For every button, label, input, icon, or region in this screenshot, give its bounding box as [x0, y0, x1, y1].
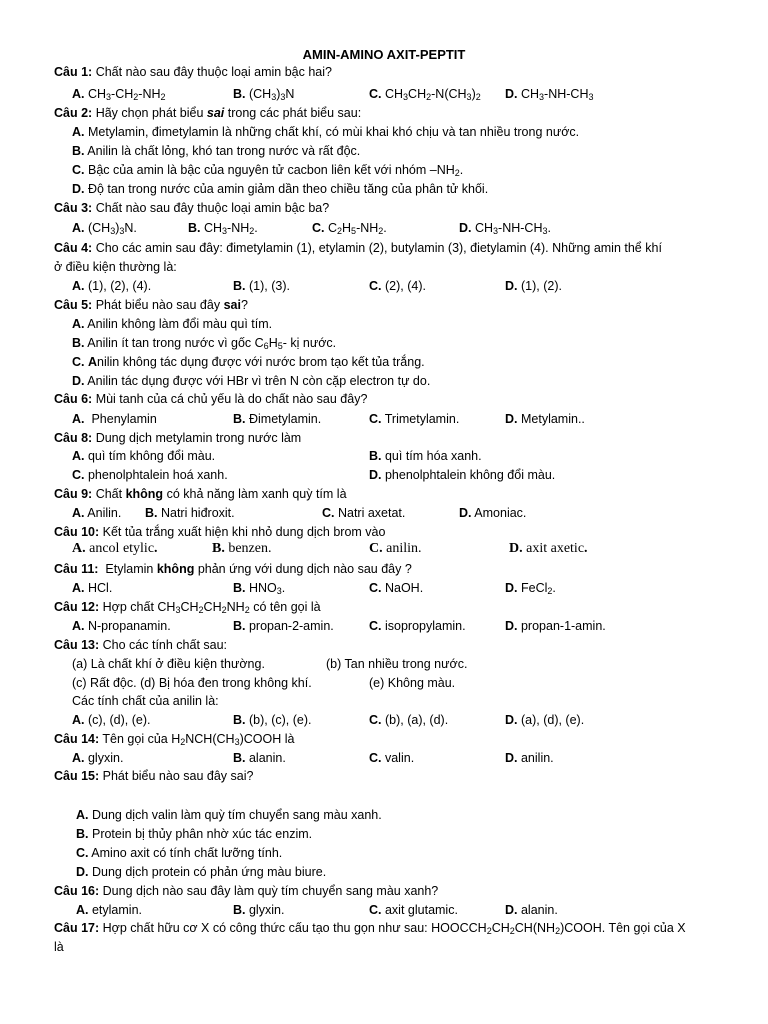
- question-11: Câu 11: Etylamin không phản ứng với dung dịch nào sau đây ?: [54, 562, 412, 576]
- question-4-cont: ở điều kiện thường là:: [54, 260, 177, 274]
- q5-option-b: B. Anilin ít tan trong nước vì gốc $C_6H_5-$ kị nước.: [72, 336, 337, 351]
- q6-option-d: D. Metylamin..: [505, 412, 585, 426]
- q4-option-d: D. (1), (2).: [505, 279, 562, 293]
- q3-option-b: B. $CH_3-NH_2$.: [188, 221, 258, 236]
- q14-option-b: B. alanin.: [233, 751, 286, 765]
- q16-option-c: C. axit glutamic.: [369, 903, 458, 917]
- q16-option-b: B. glyxin.: [233, 903, 285, 917]
- q15-option-b: B. Protein bị thủy phân nhờ xúc tác enzim.: [76, 827, 313, 841]
- document-title: AMIN-AMINO AXIT-PEPTIT: [302, 47, 466, 62]
- q15-option-c: C. Amino axit có tính chất lưỡng tính.: [76, 846, 283, 860]
- q9-option-a: A. Anilin.: [72, 506, 122, 520]
- q8-option-b: B. quì tím hóa xanh.: [369, 449, 482, 463]
- question-17-cont: là: [54, 940, 64, 954]
- q13-property-e: (e) Không màu.: [369, 676, 456, 690]
- q13-property-c-d: (c) Rất độc. (d) Bị hóa đen trong không khí.: [72, 676, 312, 690]
- q2-option-c: C. Bậc của amin là bậc của nguyên tử cacbon liên kết với nhóm $-NH_2$.: [72, 163, 464, 178]
- question-4: Câu 4: Cho các amin sau đây: đimetylamin (1), etylamin (2), butylamin (3), đietylamin (4). Những amin thể khí: [54, 241, 662, 255]
- q3-option-d: D. $CH_3-NH-CH_3$.: [459, 221, 551, 236]
- question-1: Câu 1: Chất nào sau đây thuộc loại amin bậc hai?: [54, 65, 332, 79]
- question-2: Câu 2: Hãy chọn phát biểu sai trong các phát biểu sau:: [54, 106, 362, 120]
- q14-option-d: D. anilin.: [505, 751, 554, 765]
- q1-option-a: A. $CH_3-CH_2-NH_2$: [72, 87, 166, 102]
- q13-option-c: C. (b), (a), (d).: [369, 713, 449, 727]
- q5-option-d: D. Anilin tác dụng được với HBr vì trên N còn cặp electron tự do.: [72, 374, 431, 388]
- question-5: Câu 5: Phát biểu nào sau đây sai?: [54, 298, 248, 312]
- q8-option-d: D. phenolphtalein không đổi màu.: [369, 468, 556, 482]
- q4-option-b: B. (1), (3).: [233, 279, 290, 293]
- q11-option-c: C. NaOH.: [369, 581, 424, 595]
- q11-option-d: D. FeCl$_2$.: [505, 581, 556, 596]
- q13-property-b: (b) Tan nhiều trong nước.: [326, 657, 468, 671]
- question-16: Câu 16: Dung dịch nào sau đây làm quỳ tím chuyển sang màu xanh?: [54, 884, 439, 898]
- question-8: Câu 8: Dung dịch metylamin trong nước làm: [54, 431, 302, 445]
- q1-option-d: D. $CH_3-NH-CH_3$: [505, 87, 594, 102]
- q13-property-a: (a) Là chất khí ở điều kiện thường.: [72, 657, 265, 671]
- q10-option-c: C. anilin.: [369, 541, 422, 556]
- question-17: Câu 17: Hợp chất hữu cơ X có công thức cấu tạo thu gọn như sau: $HOOCCH_2CH_2CH(NH_2)COOH$. Tên gọi của X: [54, 921, 686, 936]
- q4-option-a: A. (1), (2), (4).: [72, 279, 152, 293]
- q6-option-c: C. Trimetylamin.: [369, 412, 460, 426]
- q4-option-c: C. (2), (4).: [369, 279, 426, 293]
- q9-option-b: B. Natri hiđroxit.: [145, 506, 235, 520]
- q14-option-c: C. valin.: [369, 751, 415, 765]
- q13-subquestion: Các tính chất của anilin là:: [72, 694, 219, 708]
- q13-option-a: A. (c), (d), (e).: [72, 713, 151, 727]
- question-6: Câu 6: Mùi tanh của cá chủ yếu là do chất nào sau đây?: [54, 392, 368, 406]
- q2-option-b: B. Anilin là chất lỏng, khó tan trong nước và rất độc.: [72, 144, 361, 158]
- q3-option-a: A. $(CH_3)_3N$.: [72, 221, 137, 236]
- q16-option-a: A. etylamin.: [76, 903, 143, 917]
- q11-option-b: B. $HNO_3$.: [233, 581, 286, 596]
- q1-option-b: B. $(CH_3)_3N$: [233, 87, 295, 102]
- q12-option-a: A. N-propanamin.: [72, 619, 171, 633]
- q1-option-c: C. $CH_3CH_2-N(CH_3)_2$: [369, 87, 481, 102]
- q10-option-d: D. axit axetic.: [509, 541, 588, 556]
- q2-option-a: A. Metylamin, đimetylamin là những chất khí, có mùi khai khó chịu và tan nhiều trong nước.: [72, 125, 580, 139]
- q2-option-d: D. Độ tan trong nước của amin giảm dần theo chiều tăng của phân tử khối.: [72, 182, 489, 196]
- q5-option-c: C. Anilin không tác dụng được với nước brom tạo kết tủa trắng.: [72, 355, 425, 369]
- q15-option-d: D. Dung dịch protein có phản ứng màu biure.: [76, 865, 327, 879]
- q11-option-a: A. HCl.: [72, 581, 113, 595]
- question-9: Câu 9: Chất không có khả năng làm xanh quỳ tím là: [54, 487, 347, 501]
- q12-option-b: B. propan-2-amin.: [233, 619, 334, 633]
- q13-option-d: D. (a), (d), (e).: [505, 713, 585, 727]
- q5-option-a: A. Anilin không làm đổi màu quì tím.: [72, 317, 273, 331]
- question-15: Câu 15: Phát biểu nào sau đây sai?: [54, 769, 254, 783]
- q6-option-a: A. Phenylamin: [72, 412, 157, 426]
- q16-option-d: D. alanin.: [505, 903, 558, 917]
- question-10: Câu 10: Kết tủa trắng xuất hiện khi nhỏ dung dịch brom vào: [54, 525, 386, 539]
- question-12: Câu 12: Hợp chất $CH_3CH_2CH_2NH_2$ có tên gọi là: [54, 600, 321, 615]
- q12-option-d: D. propan-1-amin.: [505, 619, 606, 633]
- question-13: Câu 13: Cho các tính chất sau:: [54, 638, 228, 652]
- q6-option-b: B. Đimetylamin.: [233, 412, 322, 426]
- question-3: Câu 3: Chất nào sau đây thuộc loại amin bậc ba?: [54, 201, 330, 215]
- q13-option-b: B. (b), (c), (e).: [233, 713, 312, 727]
- q14-option-a: A. glyxin.: [72, 751, 124, 765]
- q8-option-a: A. quì tím không đổi màu.: [72, 449, 216, 463]
- question-14: Câu 14: Tên gọi của $H_2NCH(CH_3)COOH$ là: [54, 732, 295, 747]
- q9-option-d: D. Amoniac.: [459, 506, 527, 520]
- q3-option-c: C. $C_2H_5-NH_2$.: [312, 221, 387, 236]
- q8-option-c: C. phenolphtalein hoá xanh.: [72, 468, 228, 482]
- q9-option-c: C. Natri axetat.: [322, 506, 406, 520]
- q12-option-c: C. isopropylamin.: [369, 619, 466, 633]
- q10-option-b: B. benzen.: [212, 541, 272, 556]
- q15-option-a: A. Dung dịch valin làm quỳ tím chuyển sang màu xanh.: [76, 808, 382, 822]
- q10-option-a: A. ancol etylic.: [72, 541, 158, 556]
